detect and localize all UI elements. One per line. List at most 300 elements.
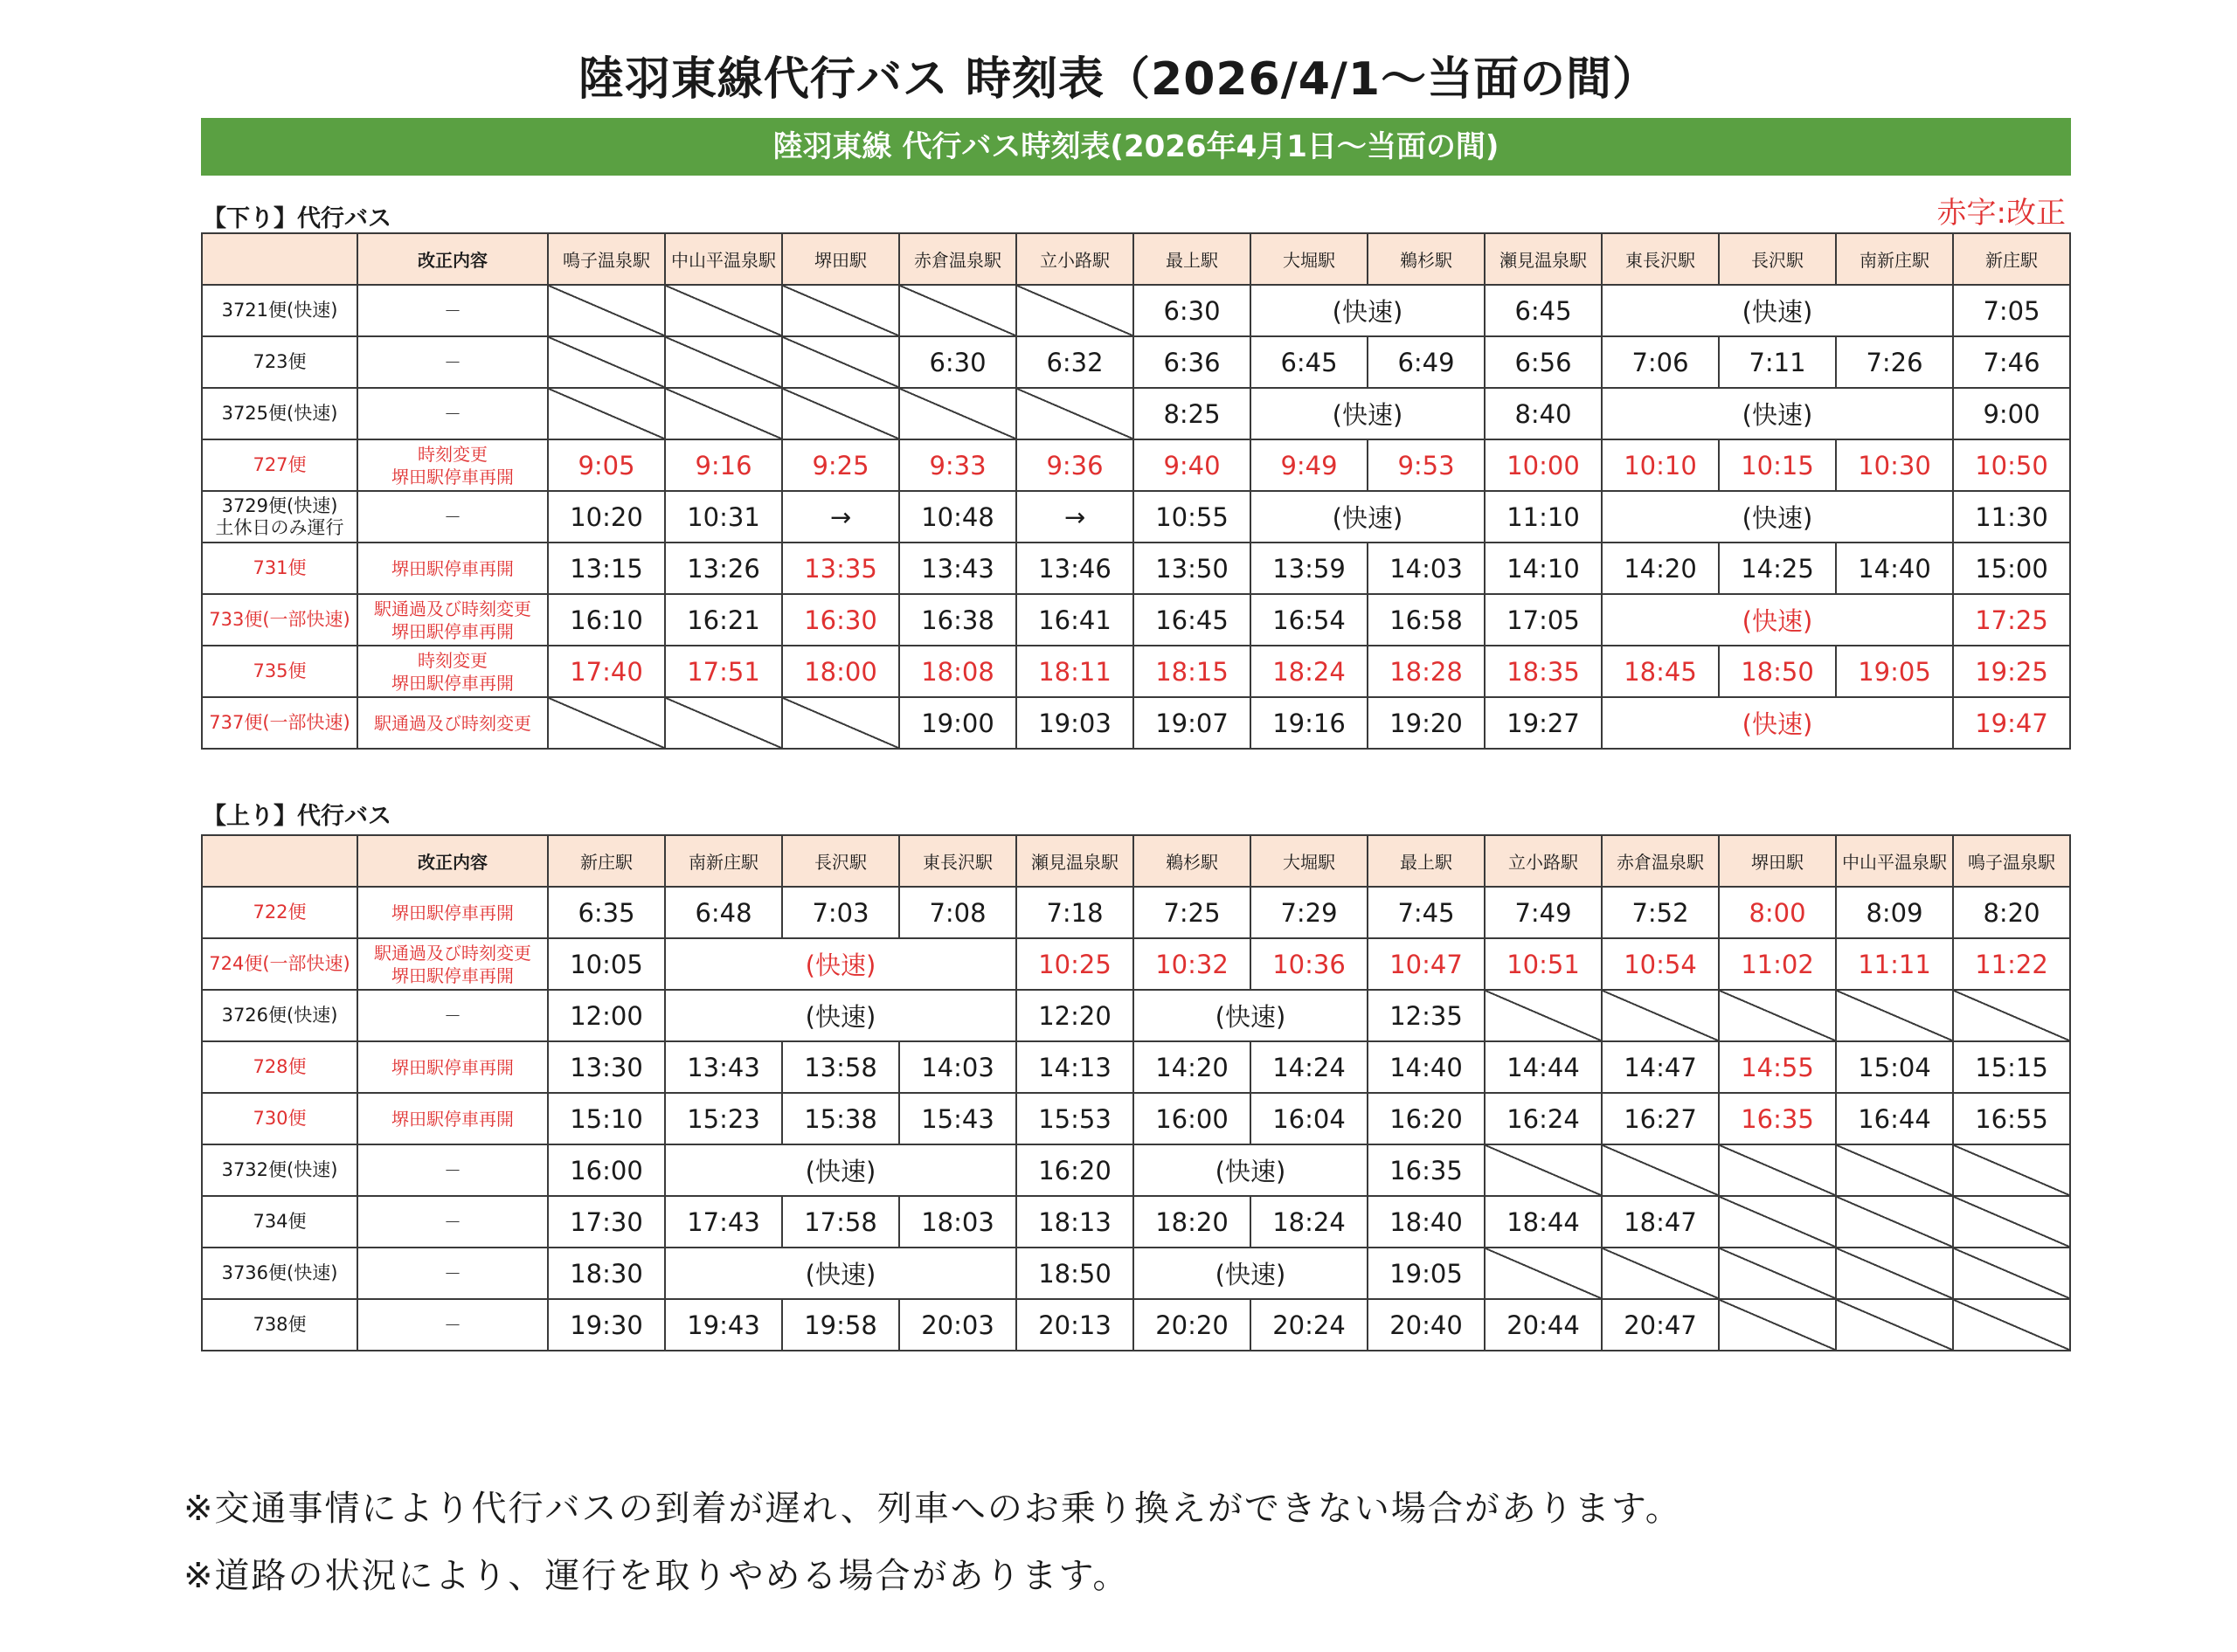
bus-number-note: 土休日のみ運行 — [215, 516, 344, 538]
time-cell: 16:44 — [1836, 1093, 1953, 1144]
bus-row — [202, 1248, 2070, 1299]
revision-cell — [357, 439, 548, 491]
time-cell: 7:11 — [1719, 336, 1836, 388]
bus-number — [202, 1248, 357, 1299]
revision-text: － — [444, 403, 461, 425]
bus-number-label: 3725便(快速) — [221, 403, 338, 424]
time-cell: 15:23 — [665, 1093, 782, 1144]
bus-number — [202, 1196, 357, 1248]
revision-cell — [357, 1248, 548, 1299]
station-header: 立小路駅 — [1485, 835, 1602, 887]
time-cell: 12:20 — [1016, 990, 1133, 1041]
page-title: 陸羽東線代行バス 時刻表（2026/4/1～当面の間） — [578, 53, 1659, 106]
time-cell: 6:35 — [548, 887, 665, 938]
bus-number-label: 723便 — [253, 351, 307, 372]
time-cell: 16:21 — [665, 594, 782, 646]
time-cell: 10:32 — [1133, 938, 1250, 990]
time-cell: 14:25 — [1719, 543, 1836, 594]
time-cell: 17:05 — [1485, 594, 1602, 646]
time-cell: 10:15 — [1719, 439, 1836, 491]
time-cell: 7:08 — [899, 887, 1016, 938]
time-cell: 18:08 — [899, 646, 1016, 697]
header-row — [202, 835, 2070, 887]
bus-row — [202, 543, 2070, 594]
time-cell: 14:40 — [1368, 1041, 1485, 1093]
up-section-label: 【上り】代行バス — [203, 803, 391, 830]
bus-row — [202, 646, 2070, 697]
time-cell: 10:54 — [1602, 938, 1719, 990]
station-header: 最上駅 — [1368, 835, 1485, 887]
time-cell: 6:32 — [1016, 336, 1133, 388]
time-cell: 13:58 — [782, 1041, 899, 1093]
bus-number — [202, 285, 357, 336]
no-service-cell — [1719, 1144, 1836, 1196]
revision-cell — [357, 938, 548, 990]
no-service-cell — [548, 285, 665, 336]
time-cell: 6:36 — [1133, 336, 1250, 388]
station-header: 立小路駅 — [1016, 233, 1133, 285]
express-cell: (快速) — [665, 938, 1016, 990]
station-header: 鳴子温泉駅 — [548, 233, 665, 285]
bus-row — [202, 697, 2070, 749]
bus-number — [202, 990, 357, 1041]
revision-text: 堺田駅停車再開 — [391, 672, 514, 694]
time-cell: 9:53 — [1368, 439, 1485, 491]
time-cell: 20:03 — [899, 1299, 1016, 1351]
station-header: 中山平温泉駅 — [1836, 835, 1953, 887]
time-cell: 6:30 — [899, 336, 1016, 388]
bus-row — [202, 1093, 2070, 1144]
time-cell: 17:43 — [665, 1196, 782, 1248]
time-cell: 14:20 — [1133, 1041, 1250, 1093]
time-cell: 7:25 — [1133, 887, 1250, 938]
time-cell: 15:38 — [782, 1093, 899, 1144]
time-cell: 18:45 — [1602, 646, 1719, 697]
no-service-cell — [665, 388, 782, 439]
time-cell: 13:26 — [665, 543, 782, 594]
revision-cell — [357, 990, 548, 1041]
time-cell: 18:24 — [1250, 1196, 1368, 1248]
time-cell: 16:10 — [548, 594, 665, 646]
express-cell: (快速) — [1250, 285, 1485, 336]
no-service-cell — [1719, 1248, 1836, 1299]
bus-row — [202, 990, 2070, 1041]
revision-cell — [357, 697, 548, 749]
bus-number — [202, 491, 357, 543]
time-cell: 11:30 — [1953, 491, 2070, 543]
revision-text: 駅通過及び時刻変更 — [374, 942, 531, 964]
header-revision: 改正内容 — [357, 233, 548, 285]
station-header: 大堀駅 — [1250, 233, 1368, 285]
time-cell: 13:46 — [1016, 543, 1133, 594]
revision-text: 堺田駅停車再開 — [391, 466, 514, 487]
bus-number-label: 3732便(快速) — [221, 1159, 338, 1180]
no-service-cell — [1836, 1196, 1953, 1248]
time-cell: 17:40 — [548, 646, 665, 697]
revision-text: － — [444, 1211, 461, 1233]
bus-row — [202, 887, 2070, 938]
time-cell: 20:24 — [1250, 1299, 1368, 1351]
time-cell: 14:13 — [1016, 1041, 1133, 1093]
time-cell: 18:40 — [1368, 1196, 1485, 1248]
no-service-cell — [1602, 1144, 1719, 1196]
bus-number-label: 730便 — [253, 1108, 307, 1129]
time-cell: 18:20 — [1133, 1196, 1250, 1248]
no-service-cell — [1836, 1299, 1953, 1351]
revision-text: 駅通過及び時刻変更 — [374, 598, 531, 619]
revision-text: － — [444, 1314, 461, 1336]
time-cell: 9:33 — [899, 439, 1016, 491]
no-service-cell — [1485, 1144, 1602, 1196]
bus-row — [202, 285, 2070, 336]
no-service-cell — [1016, 388, 1133, 439]
bus-number — [202, 1093, 357, 1144]
time-cell: 8:40 — [1485, 388, 1602, 439]
time-cell: 10:31 — [665, 491, 782, 543]
time-cell: 11:02 — [1719, 938, 1836, 990]
no-service-cell — [782, 336, 899, 388]
time-cell: 17:25 — [1953, 594, 2070, 646]
time-cell: 19:00 — [899, 697, 1016, 749]
time-cell: 17:58 — [782, 1196, 899, 1248]
express-cell: (快速) — [1133, 1144, 1368, 1196]
express-cell: (快速) — [1602, 491, 1953, 543]
bus-number-label: 733便(一部快速) — [209, 609, 350, 630]
bus-number-label: 727便 — [253, 454, 307, 475]
time-cell: 6:45 — [1250, 336, 1368, 388]
revision-cell — [357, 1299, 548, 1351]
revision-cell — [357, 491, 548, 543]
station-header: 瀬見温泉駅 — [1485, 233, 1602, 285]
time-cell: 19:03 — [1016, 697, 1133, 749]
time-cell: 20:40 — [1368, 1299, 1485, 1351]
time-cell: 18:03 — [899, 1196, 1016, 1248]
no-service-cell — [548, 697, 665, 749]
no-service-cell — [1485, 1248, 1602, 1299]
time-cell: 15:10 — [548, 1093, 665, 1144]
no-service-cell — [1953, 990, 2070, 1041]
note-delay: ※交通事情により代行バスの到着が遅れ、列車へのお乗り換えができない場合があります。 — [184, 1489, 1682, 1529]
time-cell: 18:44 — [1485, 1196, 1602, 1248]
time-cell: 13:59 — [1250, 543, 1368, 594]
time-cell: 18:13 — [1016, 1196, 1133, 1248]
time-cell: 19:20 — [1368, 697, 1485, 749]
time-cell: 14:47 — [1602, 1041, 1719, 1093]
express-cell: (快速) — [1602, 285, 1953, 336]
express-cell: (快速) — [1133, 1248, 1368, 1299]
time-cell: 10:36 — [1250, 938, 1368, 990]
time-cell: 16:00 — [548, 1144, 665, 1196]
no-service-cell — [665, 697, 782, 749]
header-blank — [202, 233, 357, 285]
revision-cell — [357, 1041, 548, 1093]
time-cell: 19:25 — [1953, 646, 2070, 697]
bus-number-label: 3729便(快速) — [221, 494, 338, 516]
time-cell: 18:00 — [782, 646, 899, 697]
revision-cell — [357, 336, 548, 388]
time-cell: 7:52 — [1602, 887, 1719, 938]
station-header: 鵜杉駅 — [1368, 233, 1485, 285]
revision-text: － — [444, 1159, 461, 1181]
station-header: 南新庄駅 — [665, 835, 782, 887]
time-cell: 16:27 — [1602, 1093, 1719, 1144]
time-cell: 13:43 — [899, 543, 1016, 594]
time-cell: 19:07 — [1133, 697, 1250, 749]
time-cell: 20:20 — [1133, 1299, 1250, 1351]
express-cell: (快速) — [665, 1144, 1016, 1196]
time-cell: 18:30 — [548, 1248, 665, 1299]
bus-row — [202, 1041, 2070, 1093]
station-header: 東長沢駅 — [1602, 233, 1719, 285]
time-cell: 16:30 — [782, 594, 899, 646]
time-cell: 16:24 — [1485, 1093, 1602, 1144]
time-cell: 16:35 — [1719, 1093, 1836, 1144]
bus-number-label: 734便 — [253, 1211, 307, 1232]
revision-text: 堺田駅停車再開 — [391, 902, 514, 923]
revision-text: 堺田駅停車再開 — [391, 557, 514, 579]
bus-number-label: 3726便(快速) — [221, 1005, 338, 1026]
time-cell: 10:51 — [1485, 938, 1602, 990]
bus-row — [202, 1144, 2070, 1196]
time-cell: 10:30 — [1836, 439, 1953, 491]
time-cell: 19:43 — [665, 1299, 782, 1351]
bus-number — [202, 439, 357, 491]
revision-cell — [357, 1196, 548, 1248]
station-header: 長沢駅 — [782, 835, 899, 887]
time-cell: 15:53 — [1016, 1093, 1133, 1144]
time-cell: 17:30 — [548, 1196, 665, 1248]
bus-row — [202, 1299, 2070, 1351]
bus-row — [202, 336, 2070, 388]
bus-row — [202, 938, 2070, 990]
express-cell: (快速) — [1133, 990, 1368, 1041]
time-cell: 19:05 — [1836, 646, 1953, 697]
time-cell: 16:20 — [1368, 1093, 1485, 1144]
legend-red-revision: 赤字:改正 — [1936, 196, 2066, 231]
station-header: 赤倉温泉駅 — [1602, 835, 1719, 887]
time-cell: 18:11 — [1016, 646, 1133, 697]
express-cell: (快速) — [665, 990, 1016, 1041]
time-cell: 11:22 — [1953, 938, 2070, 990]
down-section-label: 【下り】代行バス — [203, 205, 391, 232]
time-cell: 14:24 — [1250, 1041, 1368, 1093]
up-timetable — [201, 834, 2071, 1351]
express-cell: (快速) — [1602, 388, 1953, 439]
express-cell: (快速) — [1250, 388, 1485, 439]
bus-number-label: 728便 — [253, 1056, 307, 1077]
time-cell: 12:00 — [548, 990, 665, 1041]
revision-cell — [357, 285, 548, 336]
time-cell: 7:45 — [1368, 887, 1485, 938]
time-cell: 7:05 — [1953, 285, 2070, 336]
time-cell: 17:51 — [665, 646, 782, 697]
station-header: 最上駅 — [1133, 233, 1250, 285]
bus-row — [202, 439, 2070, 491]
no-service-cell — [899, 388, 1016, 439]
bus-number — [202, 543, 357, 594]
revision-cell — [357, 594, 548, 646]
time-cell: 19:16 — [1250, 697, 1368, 749]
time-cell: 7:46 — [1953, 336, 2070, 388]
time-cell: 13:50 — [1133, 543, 1250, 594]
express-cell: (快速) — [665, 1248, 1016, 1299]
bus-number-label: 738便 — [253, 1314, 307, 1335]
revision-text: 堺田駅停車再開 — [391, 1056, 514, 1078]
time-cell: 11:10 — [1485, 491, 1602, 543]
bus-number — [202, 646, 357, 697]
time-cell: 7:06 — [1602, 336, 1719, 388]
station-header: 中山平温泉駅 — [665, 233, 782, 285]
time-cell: 15:00 — [1953, 543, 2070, 594]
time-cell: 13:30 — [548, 1041, 665, 1093]
bus-number — [202, 388, 357, 439]
pass-through-cell: → — [782, 491, 899, 543]
revision-cell — [357, 388, 548, 439]
no-service-cell — [1602, 1248, 1719, 1299]
time-cell: 8:20 — [1953, 887, 2070, 938]
time-cell: 9:16 — [665, 439, 782, 491]
time-cell: 9:05 — [548, 439, 665, 491]
time-cell: 7:03 — [782, 887, 899, 938]
bus-number — [202, 1144, 357, 1196]
time-cell: 10:00 — [1485, 439, 1602, 491]
down-timetable — [201, 232, 2071, 750]
time-cell: 6:49 — [1368, 336, 1485, 388]
time-cell: 19:47 — [1953, 697, 2070, 749]
revision-text: 駅通過及び時刻変更 — [374, 712, 531, 734]
bus-number-label: 737便(一部快速) — [209, 712, 350, 733]
no-service-cell — [1719, 1196, 1836, 1248]
no-service-cell — [1836, 990, 1953, 1041]
station-header: 赤倉温泉駅 — [899, 233, 1016, 285]
bus-number — [202, 1041, 357, 1093]
time-cell: 6:48 — [665, 887, 782, 938]
time-cell: 7:49 — [1485, 887, 1602, 938]
time-cell: 15:04 — [1836, 1041, 1953, 1093]
station-header: 瀬見温泉駅 — [1016, 835, 1133, 887]
time-cell: 16:00 — [1133, 1093, 1250, 1144]
time-cell: 16:41 — [1016, 594, 1133, 646]
express-cell: (快速) — [1250, 491, 1485, 543]
revision-text: － — [444, 1005, 461, 1026]
time-cell: 10:05 — [548, 938, 665, 990]
bus-row — [202, 491, 2070, 543]
revision-cell — [357, 887, 548, 938]
express-cell: (快速) — [1602, 697, 1953, 749]
time-cell: 8:00 — [1719, 887, 1836, 938]
time-cell: 16:20 — [1016, 1144, 1133, 1196]
time-cell: 16:04 — [1250, 1093, 1368, 1144]
time-cell: 9:40 — [1133, 439, 1250, 491]
no-service-cell — [1602, 990, 1719, 1041]
station-header: 長沢駅 — [1719, 233, 1836, 285]
no-service-cell — [1836, 1248, 1953, 1299]
no-service-cell — [1953, 1248, 2070, 1299]
bus-number-label: 3721便(快速) — [221, 300, 338, 321]
header-revision: 改正内容 — [357, 835, 548, 887]
no-service-cell — [665, 285, 782, 336]
time-cell: 19:30 — [548, 1299, 665, 1351]
no-service-cell — [782, 697, 899, 749]
no-service-cell — [1485, 990, 1602, 1041]
no-service-cell — [1719, 1299, 1836, 1351]
time-cell: 7:26 — [1836, 336, 1953, 388]
revision-cell — [357, 543, 548, 594]
time-cell: 10:47 — [1368, 938, 1485, 990]
bus-number — [202, 594, 357, 646]
time-cell: 12:35 — [1368, 990, 1485, 1041]
time-cell: 18:50 — [1719, 646, 1836, 697]
revision-cell — [357, 646, 548, 697]
time-cell: 14:03 — [1368, 543, 1485, 594]
time-cell: 18:50 — [1016, 1248, 1133, 1299]
time-cell: 10:25 — [1016, 938, 1133, 990]
no-service-cell — [665, 336, 782, 388]
time-cell: 19:58 — [782, 1299, 899, 1351]
no-service-cell — [1836, 1144, 1953, 1196]
time-cell: 7:29 — [1250, 887, 1368, 938]
station-header: 堺田駅 — [1719, 835, 1836, 887]
revision-text: 堺田駅停車再開 — [391, 964, 514, 986]
bus-number — [202, 336, 357, 388]
revision-cell — [357, 1093, 548, 1144]
time-cell: 14:20 — [1602, 543, 1719, 594]
bus-number — [202, 697, 357, 749]
revision-text: 堺田駅停車再開 — [391, 620, 514, 642]
time-cell: 9:36 — [1016, 439, 1133, 491]
time-cell: 13:35 — [782, 543, 899, 594]
bus-number-label: 722便 — [253, 902, 307, 923]
time-cell: 16:45 — [1133, 594, 1250, 646]
no-service-cell — [782, 388, 899, 439]
station-header: 東長沢駅 — [899, 835, 1016, 887]
time-cell: 13:43 — [665, 1041, 782, 1093]
station-header: 新庄駅 — [1953, 233, 2070, 285]
bus-number-label: 731便 — [253, 557, 307, 578]
revision-text: － — [444, 1262, 461, 1284]
time-cell: 14:40 — [1836, 543, 1953, 594]
revision-cell — [357, 1144, 548, 1196]
time-cell: 10:55 — [1133, 491, 1250, 543]
bus-number — [202, 1299, 357, 1351]
no-service-cell — [548, 388, 665, 439]
time-cell: 16:35 — [1368, 1144, 1485, 1196]
no-service-cell — [1719, 990, 1836, 1041]
time-cell: 18:15 — [1133, 646, 1250, 697]
station-header: 南新庄駅 — [1836, 233, 1953, 285]
revision-text: 時刻変更 — [418, 649, 488, 671]
no-service-cell — [548, 336, 665, 388]
time-cell: 11:11 — [1836, 938, 1953, 990]
time-cell: 6:56 — [1485, 336, 1602, 388]
time-cell: 14:10 — [1485, 543, 1602, 594]
time-cell: 18:28 — [1368, 646, 1485, 697]
bus-row — [202, 1196, 2070, 1248]
no-service-cell — [1953, 1144, 2070, 1196]
station-header: 大堀駅 — [1250, 835, 1368, 887]
time-cell: 13:15 — [548, 543, 665, 594]
time-cell: 7:18 — [1016, 887, 1133, 938]
revision-text: － — [444, 506, 461, 528]
bus-row — [202, 388, 2070, 439]
time-cell: 9:49 — [1250, 439, 1368, 491]
time-cell: 10:10 — [1602, 439, 1719, 491]
time-cell: 20:13 — [1016, 1299, 1133, 1351]
time-cell: 14:03 — [899, 1041, 1016, 1093]
time-cell: 19:05 — [1368, 1248, 1485, 1299]
no-service-cell — [1016, 285, 1133, 336]
header-blank — [202, 835, 357, 887]
